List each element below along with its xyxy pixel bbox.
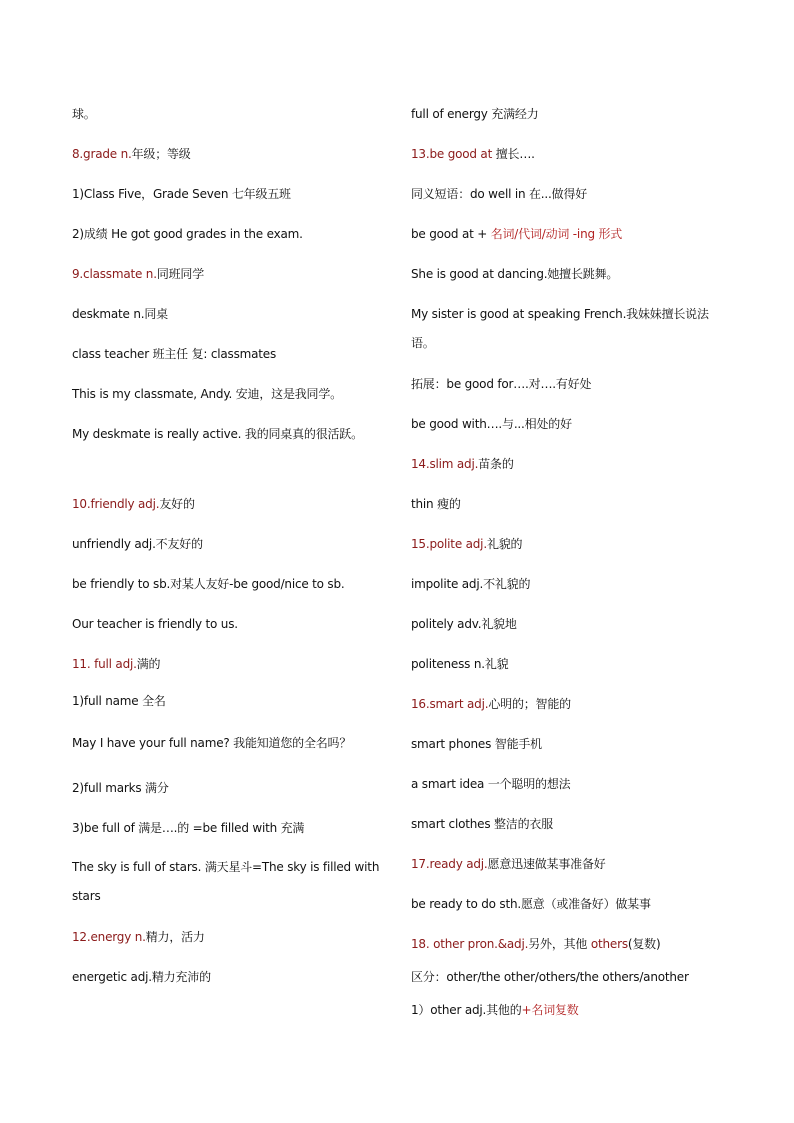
text-line: 1)Class Five，Grade Seven 七年级五班 [72, 187, 291, 201]
text-line [411, 1002, 731, 1018]
heading-meaning: 另外，其他 [528, 937, 591, 951]
heading-meaning: 友好的 [159, 497, 195, 511]
entry-heading-12 [72, 929, 392, 945]
entry-heading-17 [411, 856, 731, 872]
text-line: 球。 [72, 107, 96, 121]
heading-term: 9.classmate n. [72, 267, 157, 281]
phrase-pattern-highlight: 名词/代词/动词 -ing 形式 [490, 227, 623, 241]
entry-heading-14 [411, 456, 731, 472]
heading-meaning: 心明的；智能的 [488, 697, 571, 711]
text-line: May I have your full name? 我能知道您的全名吗？ [72, 736, 352, 750]
entry-heading-15 [411, 536, 731, 552]
heading-meaning: 擅长…. [495, 147, 535, 161]
text-line: 同义短语：do well in 在...做得好 [411, 187, 588, 201]
entry-heading-8 [72, 146, 392, 162]
rule-highlight: +名词复数 [521, 1003, 579, 1017]
entry-heading-11 [72, 656, 392, 672]
text-line: deskmate n.同桌 [72, 307, 168, 321]
text-line: My deskmate is really active. 我的同桌真的很活跃。 [72, 427, 363, 441]
text-line: a smart idea 一个聪明的想法 [411, 777, 571, 791]
text-line: be ready to do sth.愿意（或准备好）做某事 [411, 897, 651, 911]
heading-term: 10.friendly adj. [72, 497, 160, 511]
heading-term: 8.grade n. [72, 147, 132, 161]
heading-plural: others [590, 937, 628, 951]
entry-heading-9 [72, 266, 392, 282]
text-line: thin 瘦的 [411, 497, 461, 511]
text-line: politeness n.礼貌 [411, 657, 509, 671]
heading-meaning: 愿意迅速做某事准备好 [487, 857, 606, 871]
rule-text: 1）other adj.其他的 [411, 1003, 522, 1017]
text-line: full of energy 充满经力 [411, 107, 539, 121]
text-line: class teacher 班主任 复: classmates [72, 347, 277, 361]
text-line: This is my classmate, Andy. 安迪，这是我同学。 [72, 387, 342, 401]
entry-heading-18 [411, 936, 731, 952]
text-line: be friendly to sb.对某人友好-be good/nice to sb. [72, 577, 345, 591]
text-line [411, 226, 731, 242]
entry-heading-10 [72, 496, 392, 512]
text-line: 区分：other/the other/others/the others/another [411, 970, 689, 984]
text-line: 拓展：be good for….对….有好处 [411, 377, 592, 391]
heading-term: 12.energy n. [72, 930, 146, 944]
text-line: 2)成绩 He got good grades in the exam. [72, 227, 303, 241]
text-line: 1)full name 全名 [72, 694, 166, 708]
heading-meaning: 年级；等级 [131, 147, 191, 161]
text-line: unfriendly adj.不友好的 [72, 537, 203, 551]
heading-term: 13.be good at [411, 147, 496, 161]
text-line: 2)full marks 满分 [72, 781, 169, 795]
heading-term: 11. full adj. [72, 657, 137, 671]
text-line: politely adv.礼貌地 [411, 617, 517, 631]
text-line: Our teacher is friendly to us. [72, 617, 238, 631]
entry-heading-16 [411, 696, 731, 712]
text-line: She is good at dancing.她擅长跳舞。 [411, 267, 619, 281]
heading-term: 15.polite adj. [411, 537, 487, 551]
entry-heading-13 [411, 146, 731, 162]
heading-term: 18. other pron.&adj. [411, 937, 529, 951]
text-line: smart phones 智能手机 [411, 737, 542, 751]
heading-meaning: 礼貌的 [486, 537, 523, 551]
heading-meaning: 同班同学 [156, 267, 205, 281]
heading-meaning: 满的 [136, 657, 161, 671]
heading-note: (复数) [627, 937, 661, 951]
text-line: smart clothes 整洁的衣服 [411, 817, 553, 831]
heading-meaning: 苗条的 [478, 457, 514, 471]
heading-term: 14.slim adj. [411, 457, 479, 471]
text-line: be good with….与...相处的好 [411, 417, 572, 431]
text-line: 3)be full of 满是….的 =be filled with 充满 [72, 821, 305, 835]
text-line: My sister is good at speaking French.我妹妹擅长说法语。 [411, 307, 709, 350]
text-line: The sky is full of stars. 满天星斗=The sky is filled with stars [72, 860, 380, 903]
text-line: impolite adj.不礼貌的 [411, 577, 531, 591]
heading-term: 17.ready adj. [411, 857, 488, 871]
phrase-pattern: be good at + [411, 227, 491, 241]
heading-term: 16.smart adj. [411, 697, 489, 711]
text-line: energetic adj.精力充沛的 [72, 970, 211, 984]
heading-meaning: 精力，活力 [145, 930, 205, 944]
